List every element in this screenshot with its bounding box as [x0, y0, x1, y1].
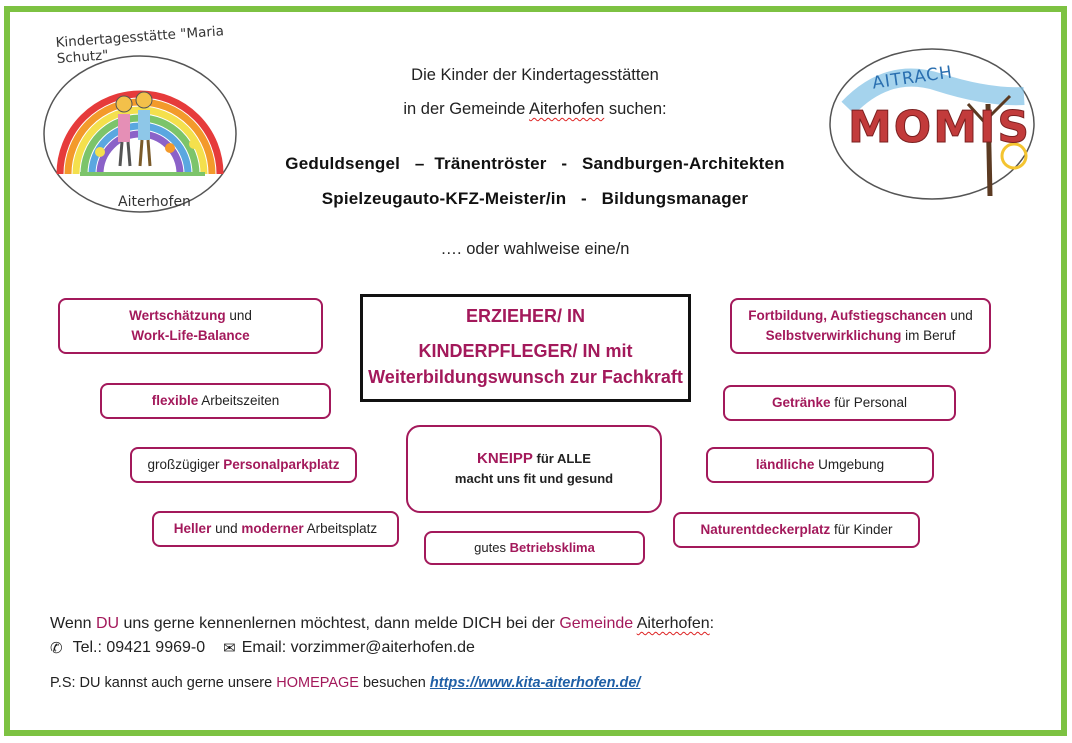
benefit-flexible-hl: flexible — [151, 393, 199, 408]
ps-homepage: HOMEPAGE — [276, 675, 359, 691]
benefit-kneipp-alle: für ALLE — [532, 451, 591, 466]
benefit-umgebung-text: Umgebung — [814, 457, 885, 472]
kita-logo-bottom-text: Aiterhofen — [118, 194, 191, 210]
benefit-wertschaetzung — [58, 298, 323, 354]
benefit-klima — [424, 531, 645, 565]
headline-line2 — [330, 100, 740, 119]
benefit-naturentdecker-hl: Naturentdeckerplatz — [700, 522, 831, 537]
benefit-parkplatz-hl: Personalparkplatz — [223, 457, 340, 472]
job-titles-box — [360, 294, 691, 402]
benefit-arbeitsplatz — [152, 511, 399, 547]
ps-post: besuchen — [358, 675, 430, 691]
phone-email-line — [50, 639, 475, 657]
benefit-fortbildung — [730, 298, 991, 354]
contact-gemeinde: Gemeinde — [559, 615, 634, 632]
contact-colon: : — [709, 615, 715, 632]
job-title-kinderpfleger: KINDERPFLEGER/ IN mit — [418, 341, 633, 361]
benefit-moderner: moderner — [241, 521, 304, 536]
aitrach-momis-logo — [828, 46, 1038, 202]
benefit-naturentdecker — [673, 512, 920, 548]
benefit-naturentdecker-text: für Kinder — [830, 522, 893, 537]
phone-icon: ✆ — [50, 640, 63, 657]
alternative-line: …. oder wahlweise eine/n — [440, 240, 630, 258]
benefit-fortbildung-und: und — [946, 308, 973, 323]
benefit-heller: Heller — [173, 521, 212, 536]
benefit-kneipp — [406, 425, 662, 513]
benefit-kneipp-text: macht uns fit und gesund — [454, 471, 614, 486]
contact-line — [50, 615, 714, 633]
headline-place: Aiterhofen — [529, 100, 605, 118]
headline-line1: Die Kinder der Kindertagesstätten — [411, 66, 659, 84]
ps-pre: P.S: DU kannst auch gerne unsere — [50, 675, 277, 691]
benefit-kneipp-hl: KNEIPP — [477, 450, 533, 467]
benefit-fortbildung-hl: Fortbildung, Aufstiegschancen — [748, 308, 947, 323]
benefit-arbeitsplatz-und: und — [211, 521, 242, 536]
benefit-umgebung-hl: ländliche — [755, 457, 815, 472]
job-title-weiterbildung: Weiterbildungswunsch zur Fachkraft — [368, 367, 683, 387]
momis-logo-top-text: AITRACH — [871, 62, 955, 94]
momis-logo-main-text: MOMIS — [848, 102, 1032, 153]
job-title-erzieher: ERZIEHER/ IN — [465, 306, 585, 326]
contact-place: Aiterhofen — [636, 615, 710, 632]
benefit-parkplatz-text: großzügiger — [147, 457, 224, 472]
benefit-arbeitsplatz-text: Arbeitsplatz — [303, 521, 378, 536]
benefit-fortbildung-text: im Beruf — [901, 328, 956, 343]
contact-pre: Wenn — [50, 615, 96, 632]
headline-line2-pre: in der Gemeinde — [403, 100, 530, 118]
roles-line2: Spielzeugauto-KFZ-Meister/in - Bildungsmanager — [321, 189, 749, 208]
benefit-wertschaetzung-und: und — [225, 308, 252, 323]
benefit-work-life-balance: Work-Life-Balance — [131, 328, 250, 343]
ps-line — [50, 675, 640, 691]
benefit-flexible — [100, 383, 331, 419]
mail-icon: ✉ — [223, 640, 236, 657]
benefit-parkplatz — [130, 447, 357, 483]
benefit-selbstverwirklichung: Selbstverwirklichung — [765, 328, 902, 343]
benefit-getraenke — [723, 385, 956, 421]
phone-number: Tel.: 09421 9969-0 — [72, 639, 206, 656]
benefit-getraenke-hl: Getränke — [771, 395, 831, 410]
benefit-getraenke-text: für Personal — [830, 395, 908, 410]
benefit-flexible-text: Arbeitszeiten — [198, 393, 280, 408]
contact-mid: uns gerne kennenlernen möchtest, dann melde DICH bei der — [119, 615, 560, 632]
benefit-klima-text: gutes — [474, 540, 510, 555]
contact-du: DU — [95, 615, 120, 632]
homepage-link[interactable]: https://www.kita-aiterhofen.de/ — [429, 675, 641, 691]
email-address: Email: vorzimmer@aiterhofen.de — [241, 639, 475, 656]
headline-line2-post: suchen: — [604, 100, 667, 118]
benefit-wertschaetzung-hl: Wertschätzung — [129, 308, 226, 323]
kita-logo-arc-text: Kindertagesstätte "Maria Schutz" — [55, 23, 225, 67]
benefit-umgebung — [706, 447, 934, 483]
roles-line1: Geduldsengel – Tränentröster - Sandburgen-Architekten — [285, 154, 785, 173]
benefit-klima-hl: Betriebsklima — [509, 540, 595, 555]
